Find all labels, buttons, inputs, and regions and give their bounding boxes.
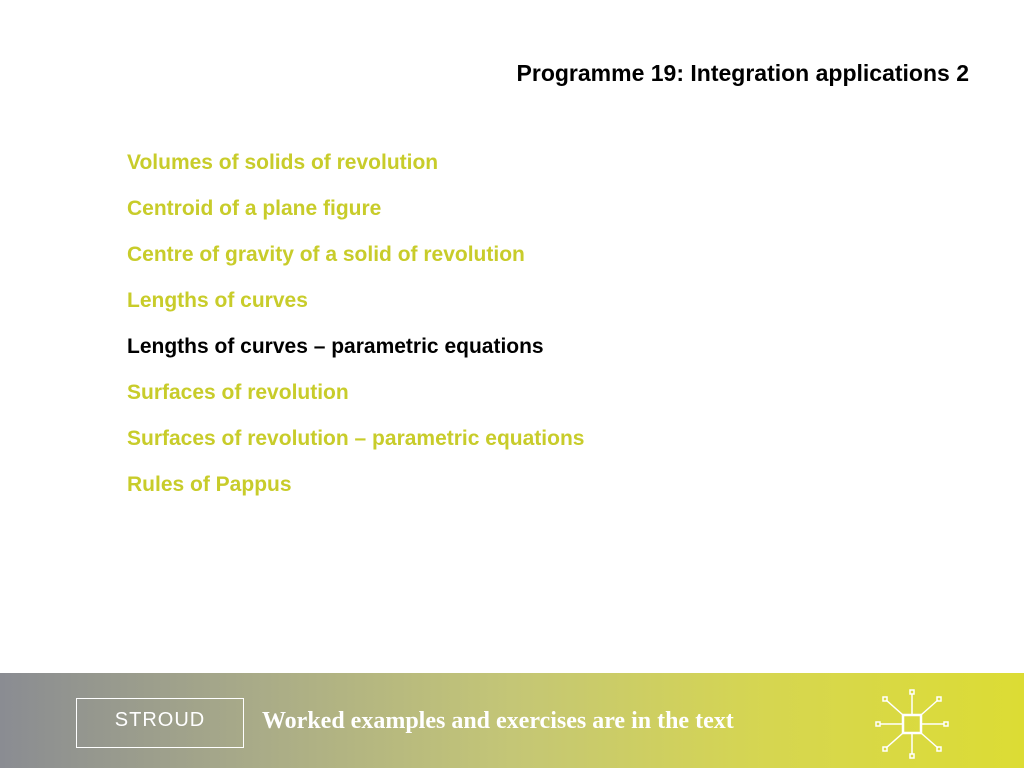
slide-title: Programme 19: Integration applications 2 (516, 60, 969, 86)
menu-item-lengths-parametric[interactable]: Lengths of curves – parametric equations (127, 335, 544, 358)
footer-note: Worked examples and exercises are in the text (262, 708, 734, 734)
menu-item-volumes-of-solids[interactable]: Volumes of solids of revolution (127, 151, 439, 174)
menu-item-rules-of-pappus[interactable]: Rules of Pappus (127, 473, 292, 496)
logo-text: STROUD (114, 709, 206, 731)
stroud-logo (76, 698, 244, 748)
menu-item-surfaces-parametric[interactable]: Surfaces of revolution – parametric equations (127, 427, 585, 450)
menu-item-centroid-plane-figure[interactable]: Centroid of a plane figure (127, 197, 382, 220)
menu-item-surfaces-of-revolution[interactable]: Surfaces of revolution (127, 381, 349, 404)
footer-bar (0, 673, 1024, 768)
network-hub-icon[interactable] (872, 686, 952, 762)
topic-menu (127, 140, 584, 508)
menu-item-lengths-of-curves[interactable]: Lengths of curves (127, 289, 308, 312)
menu-item-centre-of-gravity[interactable]: Centre of gravity of a solid of revolution (127, 243, 525, 266)
